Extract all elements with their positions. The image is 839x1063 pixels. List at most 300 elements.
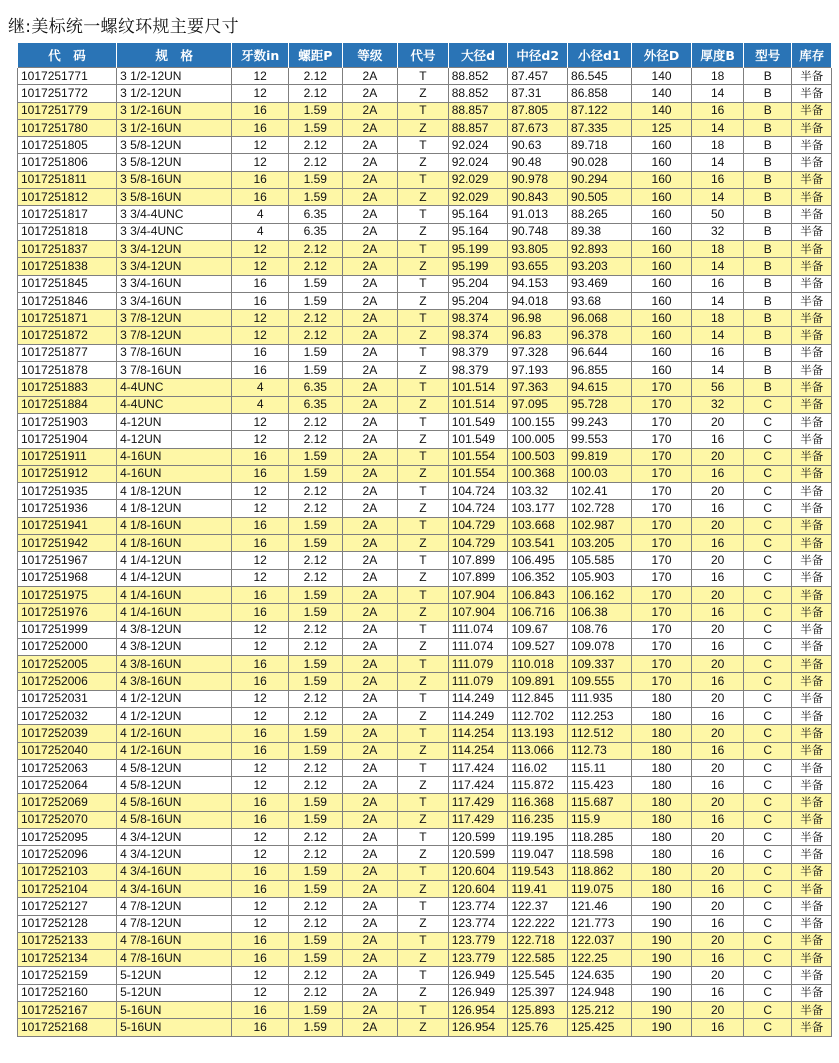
table-row <box>18 223 832 240</box>
cell-outer-dia: 170 <box>631 413 692 430</box>
cell-model: C <box>743 638 792 655</box>
cell-grade: 2A <box>342 223 398 240</box>
cell-pitch-dia: 87.31 <box>508 85 568 102</box>
cell-minor-dia: 99.243 <box>568 413 632 430</box>
cell-model: C <box>743 742 792 759</box>
cell-stock: 半备 <box>792 258 832 275</box>
cell-pitch: 2.12 <box>288 68 342 85</box>
cell-pitch: 6.35 <box>288 396 342 413</box>
cell-stock: 半备 <box>792 690 832 707</box>
cell-type-code: Z <box>398 846 449 863</box>
cell-grade: 2A <box>342 898 398 915</box>
cell-spec: 3 7/8-12UN <box>117 310 232 327</box>
cell-stock: 半备 <box>792 638 832 655</box>
cell-tpi: 16 <box>232 604 289 621</box>
cell-code: 1017251818 <box>18 223 117 240</box>
cell-type-code: T <box>398 68 449 85</box>
cell-thickness: 16 <box>692 500 744 517</box>
cell-minor-dia: 108.76 <box>568 621 632 638</box>
cell-grade: 2A <box>342 448 398 465</box>
table-row <box>18 586 832 603</box>
table-row <box>18 950 832 967</box>
cell-stock: 半备 <box>792 327 832 344</box>
cell-spec: 4 1/2-12UN <box>117 707 232 724</box>
cell-stock: 半备 <box>792 413 832 430</box>
cell-thickness: 20 <box>692 413 744 430</box>
cell-spec: 4 3/8-16UN <box>117 656 232 673</box>
cell-major-dia: 126.949 <box>448 984 508 1001</box>
cell-type-code: T <box>398 586 449 603</box>
cell-thickness: 14 <box>692 85 744 102</box>
table-row <box>18 483 832 500</box>
cell-pitch-dia: 106.495 <box>508 552 568 569</box>
cell-outer-dia: 160 <box>631 327 692 344</box>
cell-minor-dia: 96.378 <box>568 327 632 344</box>
cell-pitch-dia: 119.047 <box>508 846 568 863</box>
cell-stock: 半备 <box>792 189 832 206</box>
cell-pitch-dia: 91.013 <box>508 206 568 223</box>
cell-grade: 2A <box>342 344 398 361</box>
cell-pitch: 1.59 <box>288 1019 342 1036</box>
table-row <box>18 535 832 552</box>
cell-stock: 半备 <box>792 102 832 119</box>
cell-model: C <box>743 846 792 863</box>
cell-code: 1017251884 <box>18 396 117 413</box>
cell-spec: 3 3/4-4UNC <box>117 223 232 240</box>
cell-spec: 4 7/8-12UN <box>117 898 232 915</box>
cell-tpi: 16 <box>232 863 289 880</box>
cell-pitch: 6.35 <box>288 223 342 240</box>
table-row <box>18 500 832 517</box>
cell-pitch-dia: 90.978 <box>508 171 568 188</box>
cell-pitch-dia: 119.41 <box>508 880 568 897</box>
cell-pitch-dia: 103.668 <box>508 517 568 534</box>
cell-tpi: 12 <box>232 85 289 102</box>
cell-spec: 4-12UN <box>117 413 232 430</box>
cell-code: 1017251817 <box>18 206 117 223</box>
cell-type-code: T <box>398 898 449 915</box>
cell-pitch-dia: 93.655 <box>508 258 568 275</box>
cell-outer-dia: 160 <box>631 292 692 309</box>
table-row <box>18 102 832 119</box>
cell-type-code: T <box>398 690 449 707</box>
cell-model: C <box>743 431 792 448</box>
cell-outer-dia: 180 <box>631 707 692 724</box>
cell-type-code: T <box>398 448 449 465</box>
cell-code: 1017251942 <box>18 535 117 552</box>
cell-spec: 5-16UN <box>117 1002 232 1019</box>
cell-type-code: T <box>398 1002 449 1019</box>
cell-minor-dia: 89.718 <box>568 137 632 154</box>
cell-model: C <box>743 967 792 984</box>
cell-outer-dia: 140 <box>631 85 692 102</box>
cell-pitch-dia: 116.368 <box>508 794 568 811</box>
cell-minor-dia: 96.644 <box>568 344 632 361</box>
cell-grade: 2A <box>342 621 398 638</box>
cell-tpi: 16 <box>232 725 289 742</box>
cell-major-dia: 107.899 <box>448 569 508 586</box>
cell-grade: 2A <box>342 68 398 85</box>
cell-pitch: 1.59 <box>288 586 342 603</box>
cell-pitch: 2.12 <box>288 240 342 257</box>
cell-model: B <box>743 206 792 223</box>
cell-outer-dia: 190 <box>631 950 692 967</box>
cell-pitch-dia: 97.328 <box>508 344 568 361</box>
cell-outer-dia: 180 <box>631 742 692 759</box>
cell-type-code: Z <box>398 362 449 379</box>
cell-minor-dia: 96.068 <box>568 310 632 327</box>
cell-spec: 3 5/8-16UN <box>117 189 232 206</box>
cell-stock: 半备 <box>792 206 832 223</box>
cell-spec: 3 1/2-12UN <box>117 85 232 102</box>
cell-model: C <box>743 932 792 949</box>
cell-thickness: 16 <box>692 431 744 448</box>
cell-outer-dia: 160 <box>631 154 692 171</box>
cell-tpi: 4 <box>232 379 289 396</box>
cell-tpi: 16 <box>232 656 289 673</box>
cell-spec: 4 5/8-12UN <box>117 759 232 776</box>
cell-outer-dia: 170 <box>631 621 692 638</box>
cell-tpi: 16 <box>232 344 289 361</box>
cell-outer-dia: 180 <box>631 794 692 811</box>
cell-thickness: 32 <box>692 223 744 240</box>
cell-spec: 4 1/4-12UN <box>117 569 232 586</box>
cell-tpi: 12 <box>232 310 289 327</box>
cell-outer-dia: 160 <box>631 275 692 292</box>
cell-type-code: T <box>398 483 449 500</box>
cell-thickness: 20 <box>692 586 744 603</box>
cell-major-dia: 92.029 <box>448 171 508 188</box>
cell-minor-dia: 118.598 <box>568 846 632 863</box>
cell-pitch-dia: 97.363 <box>508 379 568 396</box>
cell-pitch-dia: 116.02 <box>508 759 568 776</box>
table-row <box>18 310 832 327</box>
table-row <box>18 327 832 344</box>
cell-minor-dia: 111.935 <box>568 690 632 707</box>
cell-code: 1017251846 <box>18 292 117 309</box>
cell-major-dia: 104.724 <box>448 500 508 517</box>
cell-spec: 4 1/4-12UN <box>117 552 232 569</box>
cell-model: B <box>743 275 792 292</box>
cell-stock: 半备 <box>792 465 832 482</box>
cell-model: C <box>743 950 792 967</box>
cell-pitch-dia: 103.32 <box>508 483 568 500</box>
cell-outer-dia: 180 <box>631 863 692 880</box>
cell-major-dia: 98.374 <box>448 327 508 344</box>
cell-tpi: 16 <box>232 742 289 759</box>
cell-minor-dia: 90.294 <box>568 171 632 188</box>
cell-pitch: 1.59 <box>288 950 342 967</box>
cell-model: C <box>743 673 792 690</box>
cell-grade: 2A <box>342 950 398 967</box>
cell-thickness: 20 <box>692 656 744 673</box>
cell-outer-dia: 170 <box>631 448 692 465</box>
cell-stock: 半备 <box>792 759 832 776</box>
cell-minor-dia: 124.948 <box>568 984 632 1001</box>
cell-tpi: 12 <box>232 240 289 257</box>
cell-pitch: 1.59 <box>288 673 342 690</box>
cell-minor-dia: 119.075 <box>568 880 632 897</box>
cell-pitch: 1.59 <box>288 517 342 534</box>
cell-pitch: 2.12 <box>288 85 342 102</box>
cell-type-code: T <box>398 863 449 880</box>
cell-tpi: 12 <box>232 431 289 448</box>
cell-pitch: 2.12 <box>288 310 342 327</box>
cell-grade: 2A <box>342 707 398 724</box>
cell-spec: 4 1/2-12UN <box>117 690 232 707</box>
cell-outer-dia: 180 <box>631 690 692 707</box>
cell-minor-dia: 125.425 <box>568 1019 632 1036</box>
cell-thickness: 20 <box>692 829 744 846</box>
cell-minor-dia: 115.687 <box>568 794 632 811</box>
header-pitch: 螺距P <box>288 43 342 68</box>
table-row <box>18 240 832 257</box>
cell-code: 1017251771 <box>18 68 117 85</box>
cell-thickness: 18 <box>692 137 744 154</box>
cell-tpi: 16 <box>232 171 289 188</box>
cell-grade: 2A <box>342 569 398 586</box>
cell-major-dia: 104.729 <box>448 517 508 534</box>
cell-model: C <box>743 448 792 465</box>
cell-outer-dia: 170 <box>631 673 692 690</box>
cell-tpi: 12 <box>232 137 289 154</box>
cell-outer-dia: 160 <box>631 362 692 379</box>
cell-model: B <box>743 379 792 396</box>
cell-code: 1017251872 <box>18 327 117 344</box>
cell-minor-dia: 115.9 <box>568 811 632 828</box>
cell-pitch-dia: 100.368 <box>508 465 568 482</box>
table-row <box>18 68 832 85</box>
cell-thickness: 16 <box>692 569 744 586</box>
cell-type-code: Z <box>398 880 449 897</box>
cell-type-code: T <box>398 240 449 257</box>
cell-thickness: 14 <box>692 327 744 344</box>
table-row <box>18 292 832 309</box>
cell-major-dia: 101.549 <box>448 413 508 430</box>
cell-stock: 半备 <box>792 137 832 154</box>
cell-type-code: Z <box>398 465 449 482</box>
cell-pitch: 1.59 <box>288 656 342 673</box>
cell-stock: 半备 <box>792 119 832 136</box>
cell-outer-dia: 160 <box>631 171 692 188</box>
cell-pitch: 2.12 <box>288 413 342 430</box>
cell-model: B <box>743 362 792 379</box>
table-row <box>18 621 832 638</box>
cell-major-dia: 95.164 <box>448 223 508 240</box>
cell-major-dia: 117.424 <box>448 777 508 794</box>
cell-pitch: 1.59 <box>288 171 342 188</box>
cell-grade: 2A <box>342 327 398 344</box>
cell-outer-dia: 190 <box>631 1019 692 1036</box>
cell-model: C <box>743 811 792 828</box>
cell-thickness: 14 <box>692 362 744 379</box>
cell-pitch: 2.12 <box>288 690 342 707</box>
cell-type-code: T <box>398 725 449 742</box>
cell-major-dia: 114.249 <box>448 690 508 707</box>
cell-spec: 3 3/4-16UN <box>117 275 232 292</box>
cell-grade: 2A <box>342 880 398 897</box>
cell-thickness: 14 <box>692 258 744 275</box>
cell-type-code: Z <box>398 777 449 794</box>
cell-pitch-dia: 119.543 <box>508 863 568 880</box>
cell-thickness: 16 <box>692 777 744 794</box>
cell-minor-dia: 105.903 <box>568 569 632 586</box>
cell-type-code: Z <box>398 915 449 932</box>
cell-type-code: Z <box>398 327 449 344</box>
cell-major-dia: 117.424 <box>448 759 508 776</box>
cell-type-code: Z <box>398 258 449 275</box>
cell-spec: 4 7/8-16UN <box>117 950 232 967</box>
cell-code: 1017251805 <box>18 137 117 154</box>
cell-pitch: 1.59 <box>288 932 342 949</box>
cell-type-code: Z <box>398 292 449 309</box>
page-title: 继:美标统一螺纹环规主要尺寸 <box>8 17 239 37</box>
cell-spec: 3 1/2-12UN <box>117 68 232 85</box>
cell-major-dia: 92.024 <box>448 154 508 171</box>
table-row <box>18 725 832 742</box>
cell-spec: 4 5/8-16UN <box>117 794 232 811</box>
cell-code: 1017251845 <box>18 275 117 292</box>
cell-code: 1017251936 <box>18 500 117 517</box>
cell-grade: 2A <box>342 932 398 949</box>
cell-grade: 2A <box>342 863 398 880</box>
cell-major-dia: 88.852 <box>448 85 508 102</box>
spec-table <box>17 43 832 1037</box>
cell-type-code: T <box>398 206 449 223</box>
table-row <box>18 880 832 897</box>
cell-tpi: 12 <box>232 68 289 85</box>
table-row <box>18 829 832 846</box>
table-row <box>18 742 832 759</box>
cell-thickness: 16 <box>692 880 744 897</box>
cell-pitch-dia: 93.805 <box>508 240 568 257</box>
cell-stock: 半备 <box>792 379 832 396</box>
table-row <box>18 898 832 915</box>
table-row <box>18 984 832 1001</box>
cell-thickness: 20 <box>692 517 744 534</box>
cell-major-dia: 111.074 <box>448 638 508 655</box>
cell-major-dia: 126.954 <box>448 1002 508 1019</box>
cell-outer-dia: 170 <box>631 465 692 482</box>
cell-pitch-dia: 115.872 <box>508 777 568 794</box>
cell-pitch-dia: 87.673 <box>508 119 568 136</box>
cell-pitch: 1.59 <box>288 811 342 828</box>
cell-outer-dia: 180 <box>631 725 692 742</box>
cell-grade: 2A <box>342 759 398 776</box>
cell-thickness: 20 <box>692 932 744 949</box>
table-row <box>18 206 832 223</box>
cell-grade: 2A <box>342 915 398 932</box>
cell-minor-dia: 118.285 <box>568 829 632 846</box>
cell-major-dia: 114.254 <box>448 742 508 759</box>
cell-pitch: 2.12 <box>288 915 342 932</box>
cell-minor-dia: 115.423 <box>568 777 632 794</box>
cell-minor-dia: 122.25 <box>568 950 632 967</box>
cell-minor-dia: 112.512 <box>568 725 632 742</box>
cell-spec: 4 7/8-16UN <box>117 932 232 949</box>
cell-pitch-dia: 96.98 <box>508 310 568 327</box>
header-thickness: 厚度B <box>692 43 744 68</box>
cell-spec: 4 1/4-16UN <box>117 604 232 621</box>
cell-pitch-dia: 110.018 <box>508 656 568 673</box>
cell-grade: 2A <box>342 967 398 984</box>
cell-code: 1017251877 <box>18 344 117 361</box>
cell-pitch-dia: 90.843 <box>508 189 568 206</box>
cell-pitch-dia: 100.005 <box>508 431 568 448</box>
cell-model: C <box>743 483 792 500</box>
cell-grade: 2A <box>342 413 398 430</box>
cell-outer-dia: 180 <box>631 759 692 776</box>
cell-code: 1017251772 <box>18 85 117 102</box>
cell-stock: 半备 <box>792 500 832 517</box>
cell-thickness: 18 <box>692 240 744 257</box>
table-row <box>18 431 832 448</box>
cell-outer-dia: 180 <box>631 829 692 846</box>
cell-stock: 半备 <box>792 742 832 759</box>
cell-pitch-dia: 122.585 <box>508 950 568 967</box>
cell-major-dia: 101.554 <box>448 448 508 465</box>
cell-thickness: 20 <box>692 448 744 465</box>
cell-major-dia: 98.379 <box>448 344 508 361</box>
cell-pitch-dia: 113.066 <box>508 742 568 759</box>
table-row <box>18 258 832 275</box>
cell-grade: 2A <box>342 240 398 257</box>
cell-spec: 4-16UN <box>117 465 232 482</box>
cell-stock: 半备 <box>792 240 832 257</box>
cell-tpi: 12 <box>232 500 289 517</box>
cell-type-code: T <box>398 621 449 638</box>
cell-major-dia: 88.857 <box>448 119 508 136</box>
cell-thickness: 18 <box>692 68 744 85</box>
cell-code: 1017251878 <box>18 362 117 379</box>
cell-type-code: Z <box>398 811 449 828</box>
cell-major-dia: 98.374 <box>448 310 508 327</box>
cell-thickness: 16 <box>692 535 744 552</box>
cell-major-dia: 123.779 <box>448 950 508 967</box>
cell-outer-dia: 140 <box>631 68 692 85</box>
cell-tpi: 12 <box>232 759 289 776</box>
cell-model: C <box>743 569 792 586</box>
header-code: 代 码 <box>18 43 117 68</box>
cell-code: 1017251967 <box>18 552 117 569</box>
table-row <box>18 967 832 984</box>
cell-thickness: 16 <box>692 707 744 724</box>
cell-stock: 半备 <box>792 846 832 863</box>
table-row <box>18 275 832 292</box>
cell-type-code: Z <box>398 1019 449 1036</box>
cell-outer-dia: 190 <box>631 915 692 932</box>
cell-major-dia: 101.549 <box>448 431 508 448</box>
header-grade: 等级 <box>342 43 398 68</box>
cell-grade: 2A <box>342 586 398 603</box>
cell-type-code: Z <box>398 189 449 206</box>
cell-thickness: 20 <box>692 1002 744 1019</box>
cell-tpi: 12 <box>232 829 289 846</box>
cell-pitch: 1.59 <box>288 604 342 621</box>
cell-type-code: Z <box>398 500 449 517</box>
cell-grade: 2A <box>342 119 398 136</box>
cell-thickness: 20 <box>692 967 744 984</box>
cell-minor-dia: 112.253 <box>568 707 632 724</box>
cell-code: 1017251806 <box>18 154 117 171</box>
cell-code: 1017251912 <box>18 465 117 482</box>
table-row <box>18 344 832 361</box>
table-row <box>18 656 832 673</box>
cell-grade: 2A <box>342 794 398 811</box>
cell-type-code: T <box>398 310 449 327</box>
cell-model: C <box>743 517 792 534</box>
cell-pitch: 2.12 <box>288 258 342 275</box>
